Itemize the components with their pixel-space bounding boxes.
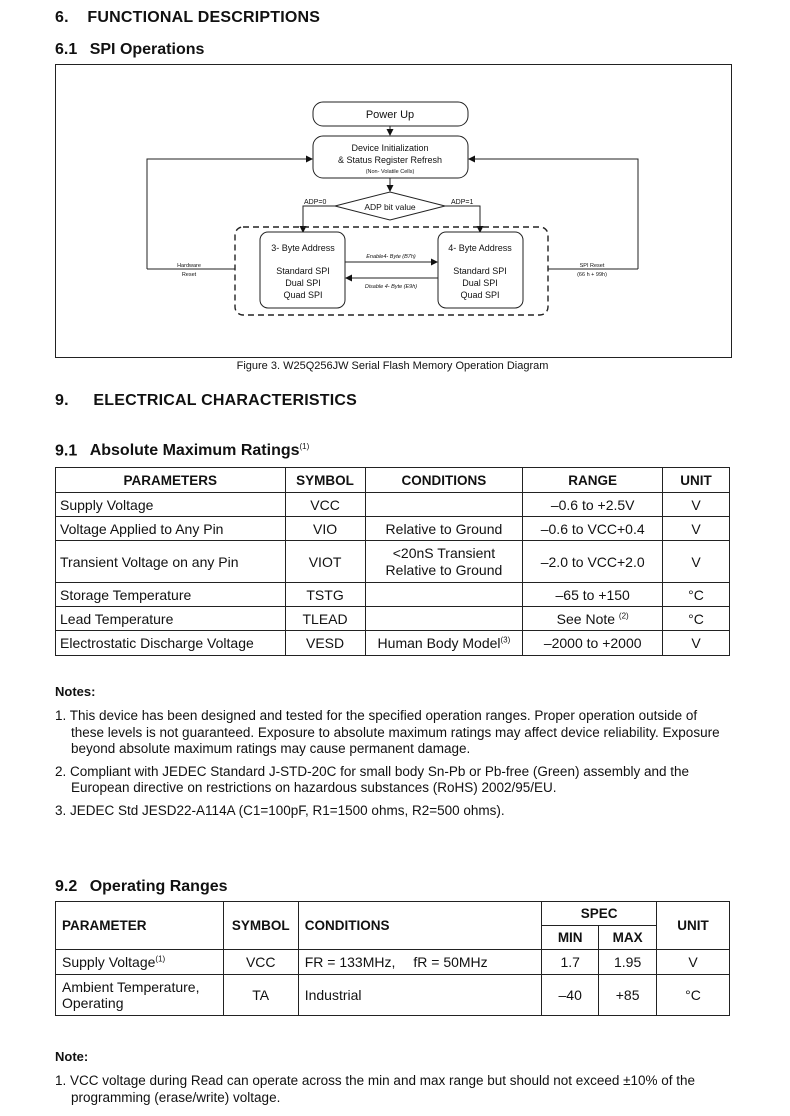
- spi-reset-label: (66 h + 99h): [577, 272, 607, 278]
- column-header: RANGE: [523, 468, 663, 493]
- cell-unit: V: [663, 517, 730, 541]
- parameter-text: Supply Voltage: [62, 954, 156, 970]
- cell-symbol: VESD: [285, 631, 365, 656]
- section-number: 9.2: [55, 878, 78, 895]
- four-byte-mode: Standard SPI: [453, 266, 507, 276]
- init-line-1: Device Initialization: [351, 143, 429, 153]
- condition-a: FR = 133MHz,: [304, 954, 396, 970]
- cell-unit: V: [657, 950, 730, 975]
- column-header: UNIT: [663, 468, 730, 493]
- adp-decision-label: ADP bit value: [364, 202, 416, 212]
- section-title: ELECTRICAL CHARACTERISTICS: [93, 392, 357, 409]
- table-row: [56, 607, 730, 631]
- cell-parameter: Electrostatic Discharge Voltage: [56, 631, 286, 656]
- four-byte-title: 4- Byte Address: [448, 243, 512, 253]
- note-item: 1. VCC voltage during Read can operate across the min and max range but should not exceed ±10% of the programming (erase/write) voltage.: [55, 1073, 696, 1105]
- power-up-label: Power Up: [365, 109, 415, 121]
- parameter-line: Ambient Temperature,: [62, 979, 200, 995]
- column-header: SYMBOL: [285, 468, 365, 493]
- footnote-ref: (2): [618, 610, 629, 620]
- hardware-reset-label: Reset: [181, 272, 197, 278]
- table-row: [56, 950, 730, 975]
- cell-min: –40: [542, 975, 599, 1016]
- range-text: See Note: [556, 610, 616, 627]
- column-header: PARAMETERS: [56, 468, 286, 493]
- column-header-spec: SPEC: [542, 902, 657, 926]
- footnote-ref: (1): [299, 442, 310, 451]
- cell-parameter: Transient Voltage on any Pin: [56, 541, 286, 583]
- parameter-line: Operating: [62, 995, 124, 1011]
- cell-symbol: TA: [223, 975, 298, 1016]
- cell-parameter: [56, 975, 224, 1016]
- cell-unit: °C: [663, 607, 730, 631]
- cell-range: –0.6 to VCC+0.4: [523, 517, 663, 541]
- section-title: Absolute Maximum Ratings: [89, 442, 300, 460]
- cell-symbol: TLEAD: [285, 607, 365, 631]
- column-header: PARAMETER: [56, 902, 224, 950]
- cell-conditions: [365, 607, 523, 631]
- cell-conditions: [365, 493, 523, 517]
- table-row: [56, 583, 730, 607]
- table-header-row: [56, 468, 730, 493]
- section-number: 6.1: [55, 41, 78, 58]
- section-number: 9.1: [55, 442, 78, 460]
- cell-conditions: Relative to Ground: [365, 517, 523, 541]
- cell-min: 1.7: [542, 950, 599, 975]
- notes-list: [55, 708, 725, 819]
- enable-4byte-label: Enable4- Byte (B7h): [366, 254, 416, 260]
- table-header-row: [56, 902, 730, 926]
- init-line-2: & Status Register Refresh: [337, 155, 443, 165]
- cell-conditions: [365, 541, 523, 583]
- cell-parameter: Supply Voltage: [56, 493, 286, 517]
- spi-reset-label: SPI Reset: [579, 263, 605, 269]
- table-row: [56, 517, 730, 541]
- cell-symbol: VCC: [223, 950, 298, 975]
- column-header-min: MIN: [542, 926, 599, 950]
- section-title: SPI Operations: [89, 41, 205, 58]
- note-heading: Note:: [55, 1049, 89, 1064]
- table-row: [56, 541, 730, 583]
- cell-conditions: [365, 631, 523, 656]
- cell-unit: V: [663, 631, 730, 656]
- section-6-heading: [55, 9, 320, 27]
- three-byte-mode: Quad SPI: [283, 290, 323, 300]
- footnote-ref: (3): [500, 635, 511, 645]
- cell-unit: V: [663, 541, 730, 583]
- section-number: 6.: [55, 9, 69, 26]
- column-header: CONDITIONS: [365, 468, 523, 493]
- section-9-heading: [55, 392, 357, 410]
- three-byte-title: 3- Byte Address: [271, 243, 335, 253]
- cell-parameter: [56, 950, 224, 975]
- adp1-label: ADP=1: [451, 199, 474, 206]
- notes-heading: Notes:: [55, 684, 96, 699]
- init-line-3: (Non- Volatile Cells): [365, 169, 415, 175]
- hardware-reset-label: Hardware: [177, 263, 201, 269]
- section-9-2-heading: [55, 878, 228, 896]
- section-number: 9.: [55, 392, 69, 409]
- section-title: Operating Ranges: [89, 878, 228, 895]
- cell-parameter: Storage Temperature: [56, 583, 286, 607]
- table-row: [56, 493, 730, 517]
- note-item: 2. Compliant with JEDEC Standard J-STD-20C for small body Sn-Pb or Pb-free (Green) assembly and the European directive on restrictions on hazardous substances (RoHS) 2002/95/EU.: [55, 763, 690, 795]
- four-byte-mode: Dual SPI: [462, 278, 498, 288]
- cell-conditions: [298, 950, 542, 975]
- table-row: [56, 631, 730, 656]
- figure-caption: Figure 3. W25Q256JW Serial Flash Memory Operation Diagram: [236, 360, 549, 372]
- conditions-line: Relative to Ground: [385, 561, 503, 578]
- conditions-line: <20nS Transient: [392, 544, 496, 561]
- section-title: FUNCTIONAL DESCRIPTIONS: [87, 9, 321, 26]
- cell-range: –0.6 to +2.5V: [523, 493, 663, 517]
- note-item: 3. JEDEC Std JESD22-A114A (C1=100pF, R1=1500 ohms, R2=500 ohms).: [55, 802, 505, 818]
- cell-parameter: Voltage Applied to Any Pin: [56, 517, 286, 541]
- four-byte-mode: Quad SPI: [460, 290, 500, 300]
- cell-unit: °C: [657, 975, 730, 1016]
- cell-parameter: Lead Temperature: [56, 607, 286, 631]
- condition-b: fR = 50MHz: [413, 954, 488, 970]
- cell-symbol: VIO: [285, 517, 365, 541]
- adp0-label: ADP=0: [304, 199, 327, 206]
- cell-range: –2000 to +2000: [523, 631, 663, 656]
- column-header: UNIT: [657, 902, 730, 950]
- three-byte-mode: Dual SPI: [285, 278, 321, 288]
- operating-ranges-table: [55, 901, 730, 1016]
- three-byte-mode: Standard SPI: [276, 266, 330, 276]
- section-9-1-heading: [55, 442, 309, 460]
- footnote-ref: (1): [155, 954, 166, 964]
- conditions-text: Human Body Model: [377, 635, 501, 651]
- cell-range: [523, 607, 663, 631]
- section-6-1-heading: [55, 41, 204, 59]
- cell-symbol: VCC: [285, 493, 365, 517]
- disable-4byte-label: Disable 4- Byte (E9h): [364, 284, 418, 290]
- cell-conditions: [365, 583, 523, 607]
- cell-max: 1.95: [599, 950, 657, 975]
- cell-max: +85: [599, 975, 657, 1016]
- note-item: 1. This device has been designed and tested for the specified operation ranges. Proper operation outside of these levels is not guaranteed. Exposure to absolute maximum ratings may affect device reliability. Exposure beyond absolute maximum ratings may cause permanent damage.: [55, 708, 720, 756]
- table-row: [56, 975, 730, 1016]
- cell-range: –65 to +150: [523, 583, 663, 607]
- column-header: CONDITIONS: [298, 902, 542, 950]
- cell-symbol: VIOT: [285, 541, 365, 583]
- spi-operation-diagram: [55, 64, 732, 358]
- cell-unit: °C: [663, 583, 730, 607]
- cell-symbol: TSTG: [285, 583, 365, 607]
- cell-range: –2.0 to VCC+2.0: [523, 541, 663, 583]
- column-header-max: MAX: [599, 926, 657, 950]
- column-header: SYMBOL: [223, 902, 298, 950]
- cell-conditions: Industrial: [298, 975, 542, 1016]
- absolute-max-ratings-table: [55, 467, 730, 656]
- cell-unit: V: [663, 493, 730, 517]
